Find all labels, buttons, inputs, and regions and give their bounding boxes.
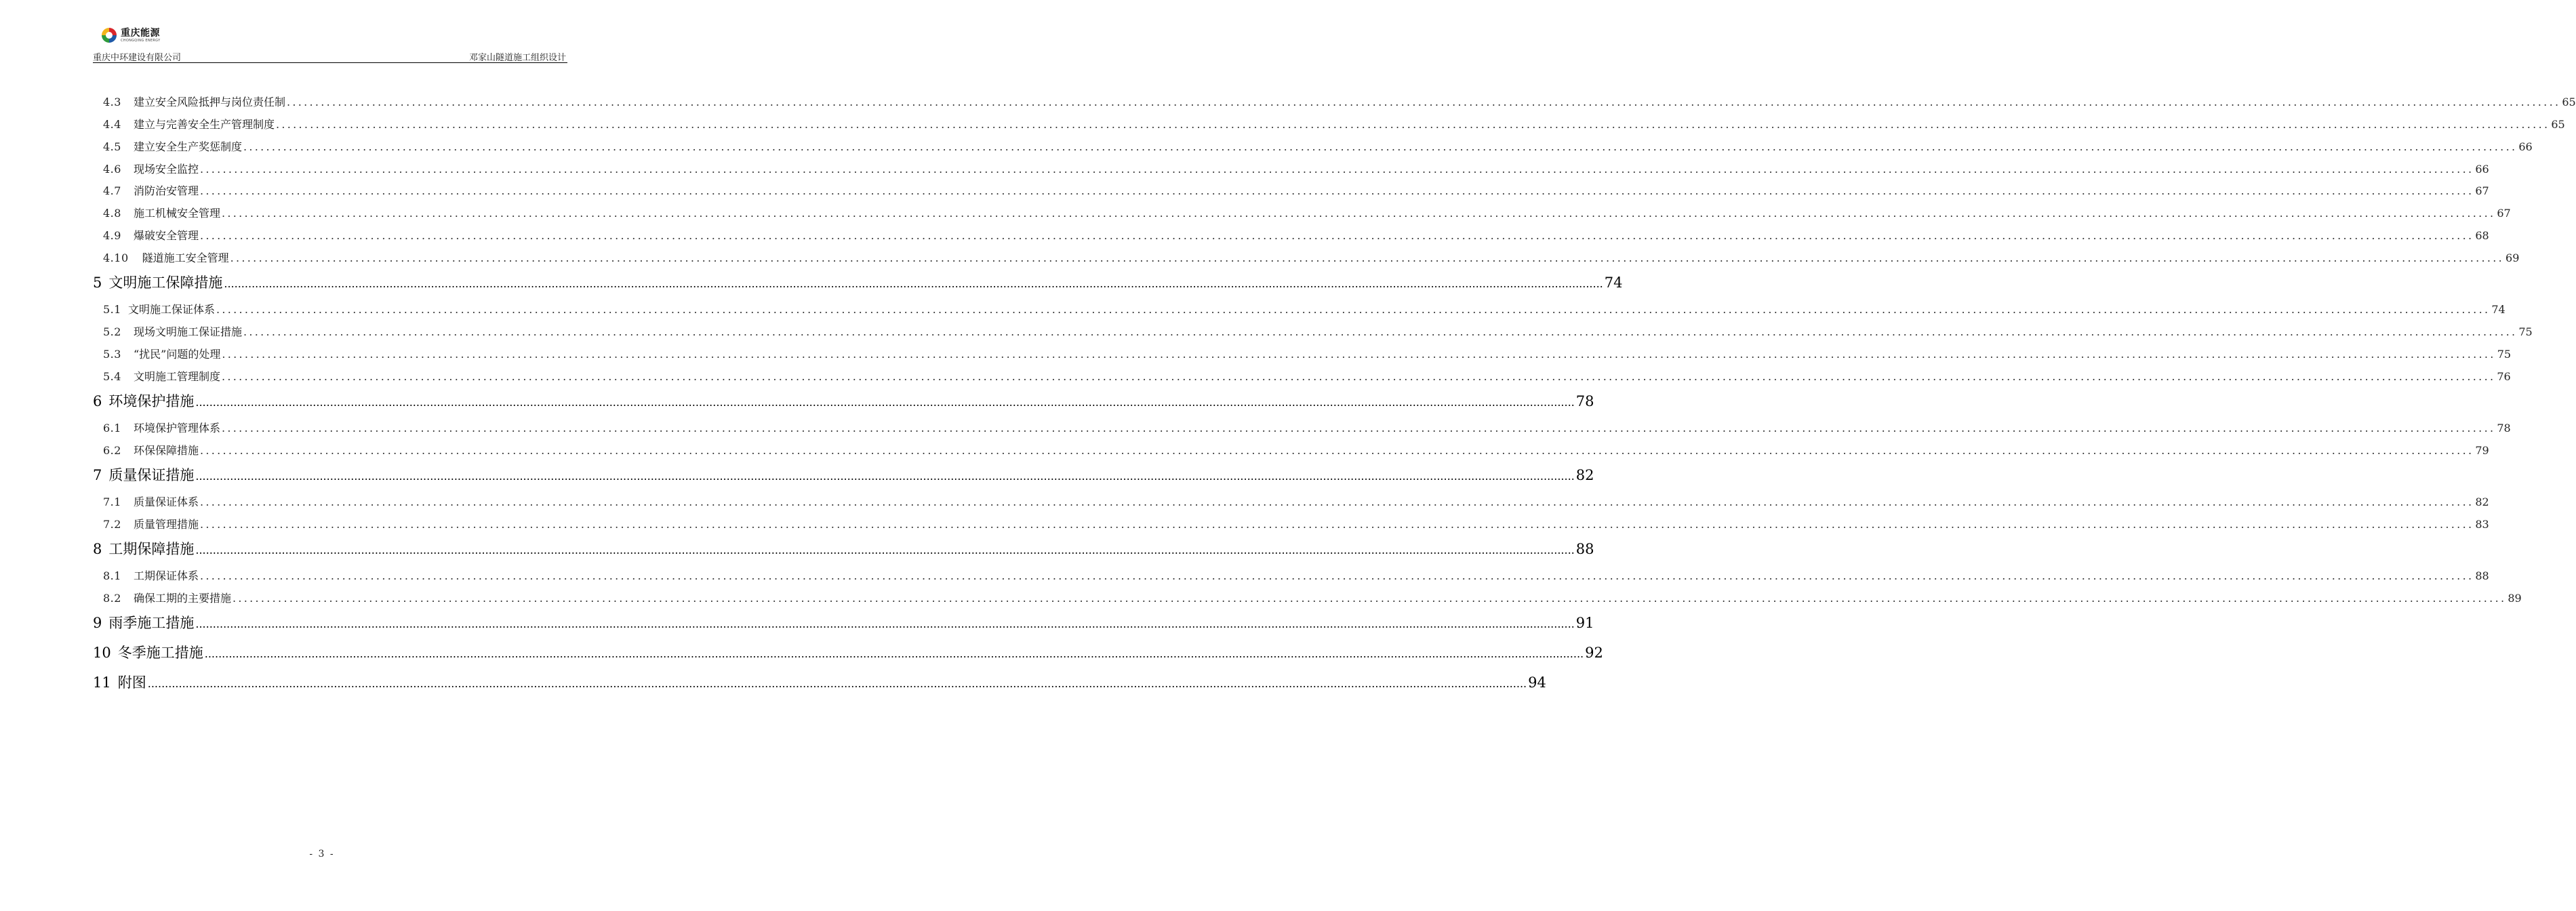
toc-entry-title: 建立与完善安全生产管理制度 (133, 118, 275, 131)
toc-entry-number: 5.2 (103, 325, 121, 338)
toc-leader-dots: ................................................................................................................................................................................................................................................................................................................................................................................................................ (195, 618, 1575, 630)
toc-leader-dots: ................................................................................................................................................................................................................................................................................................................................................................................................................ (275, 118, 2550, 131)
toc-entry-page: 65 (2551, 118, 2565, 131)
toc-entry-title: 冬季施工措施 (117, 645, 203, 661)
toc-leader-dots: ................................................................................................................................................................................................................................................................................................................................................................................................................ (199, 229, 2474, 242)
toc-entry-title: 现场文明施工保证措施 (133, 325, 242, 338)
toc-leader-dots: ................................................................................................................................................................................................................................................................................................................................................................................................................ (199, 184, 2474, 197)
toc-leader-dots: ................................................................................................................................................................................................................................................................................................................................................................................................................ (243, 140, 2518, 153)
toc-leader-dots: ................................................................................................................................................................................................................................................................................................................................................................................................................ (199, 444, 2474, 457)
toc-entry-number: 8.2 (103, 592, 121, 605)
toc-entry-number: 4.9 (103, 229, 121, 242)
toc-entry-title: 环境保护措施 (108, 393, 195, 409)
toc-entry[interactable] (103, 301, 2505, 317)
toc-entry-page: 78 (1575, 393, 1594, 409)
toc-entry-page: 94 (1528, 674, 1546, 691)
toc-leader-dots: ................................................................................................................................................................................................................................................................................................................................................................................................................ (216, 303, 2491, 316)
toc-entry[interactable] (103, 323, 2533, 339)
toc-entry-number: 8.1 (103, 569, 121, 582)
toc-entry-number: 4.3 (103, 96, 121, 108)
toc-entry-title: 隧道施工安全管理 (142, 251, 229, 264)
toc-entry[interactable] (93, 390, 1594, 411)
toc-entry[interactable] (103, 516, 2489, 531)
toc-entry-title: 文明施工保障措施 (108, 275, 223, 291)
toc-entry-number: 4.6 (103, 163, 121, 176)
header-document-title: 邓家山隧道施工组织设计 (468, 53, 566, 63)
toc-leader-dots: ................................................................................................................................................................................................................................................................................................................................................................................................................ (195, 544, 1575, 556)
toc-entry[interactable] (103, 420, 2511, 435)
toc-entry[interactable] (103, 493, 2489, 509)
toc-entry-number: 7.1 (103, 495, 121, 508)
toc-entry[interactable] (103, 567, 2489, 583)
toc-entry-title: 建立安全生产奖惩制度 (133, 140, 242, 153)
toc-entry-page: 74 (2491, 303, 2505, 316)
toc-entry-page: 92 (1585, 645, 1603, 661)
toc-entry-number: 6 (93, 393, 102, 409)
toc-entry[interactable] (93, 464, 1594, 485)
toc-entry-page: 75 (2518, 325, 2533, 338)
logo-mark-icon (100, 26, 118, 44)
toc-entry-number: 4.7 (103, 184, 121, 197)
toc-entry-page: 82 (2475, 495, 2489, 508)
toc-entry-number: 4.4 (103, 118, 121, 131)
toc-entry-page: 66 (2475, 163, 2489, 176)
toc-entry-number: 7.2 (103, 518, 121, 531)
toc-entry-number: 8 (93, 541, 102, 557)
toc-entry-number: 10 (93, 645, 111, 661)
toc-leader-dots: ................................................................................................................................................................................................................................................................................................................................................................................................................ (286, 96, 2561, 108)
toc-leader-dots: ................................................................................................................................................................................................................................................................................................................................................................................................................ (147, 677, 1527, 690)
toc-entry[interactable] (103, 94, 2576, 109)
toc-leader-dots: ................................................................................................................................................................................................................................................................................................................................................................................................................ (224, 277, 1603, 290)
toc-entry-page: 89 (2508, 592, 2522, 605)
toc-entry[interactable] (93, 642, 1603, 662)
toc-entry-page: 75 (2497, 348, 2512, 361)
toc-entry[interactable] (93, 272, 1623, 292)
toc-entry-title: 施工机械安全管理 (133, 207, 220, 220)
toc-entry-title: 工期保证体系 (133, 569, 199, 582)
toc-entry[interactable] (93, 612, 1594, 632)
toc-entry-number: 9 (93, 615, 102, 631)
toc-entry[interactable] (103, 346, 2512, 361)
toc-leader-dots: ................................................................................................................................................................................................................................................................................................................................................................................................................ (199, 163, 2474, 176)
toc-leader-dots: ................................................................................................................................................................................................................................................................................................................................................................................................................ (199, 569, 2474, 582)
toc-entry-title: 确保工期的主要措施 (133, 592, 231, 605)
toc-leader-dots: ................................................................................................................................................................................................................................................................................................................................................................................................................ (204, 647, 1584, 660)
toc-entry-page: 68 (2475, 229, 2489, 242)
toc-entry-title: 建立安全风险抵押与岗位责任制 (133, 96, 285, 108)
toc-leader-dots: ................................................................................................................................................................................................................................................................................................................................................................................................................ (221, 207, 2496, 220)
toc-entry-page: 76 (2497, 370, 2511, 383)
toc-leader-dots: ................................................................................................................................................................................................................................................................................................................................................................................................................ (232, 592, 2507, 605)
toc-leader-dots: ................................................................................................................................................................................................................................................................................................................................................................................................................ (221, 370, 2496, 383)
header-company: 重庆中环建设有限公司 (93, 53, 182, 63)
toc-entry-page: 67 (2497, 207, 2511, 220)
toc-entry-number: 7 (93, 467, 102, 483)
toc-entry[interactable] (103, 182, 2489, 198)
page-number: - 3 - (309, 849, 335, 859)
toc-leader-dots: ................................................................................................................................................................................................................................................................................................................................................................................................................ (222, 348, 2496, 361)
toc-leader-dots: ................................................................................................................................................................................................................................................................................................................................................................................................................ (199, 518, 2474, 531)
toc-entry[interactable] (103, 368, 2511, 384)
toc-entry-page: 83 (2475, 518, 2489, 531)
toc-entry[interactable] (103, 138, 2533, 154)
toc-entry-title: 现场安全监控 (133, 163, 199, 176)
toc-leader-dots: ................................................................................................................................................................................................................................................................................................................................................................................................................ (195, 470, 1575, 483)
toc-entry-page: 88 (1575, 541, 1594, 557)
toc-entry-title: 质量保证措施 (108, 467, 195, 483)
toc-entry-page: 78 (2497, 422, 2511, 434)
toc-entry-number: 4.10 (103, 251, 129, 264)
toc-entry-page: 65 (2562, 96, 2576, 108)
toc-entry-title: 环保保障措施 (133, 444, 199, 457)
toc-entry[interactable] (103, 161, 2489, 176)
toc-entry-page: 82 (1575, 467, 1594, 483)
toc-leader-dots: ................................................................................................................................................................................................................................................................................................................................................................................................................ (230, 251, 2505, 264)
toc-entry-title: 附图 (117, 674, 146, 691)
toc-entry[interactable] (103, 205, 2511, 220)
toc-entry-page: 79 (2475, 444, 2489, 457)
toc-entry-title: “扰民”问题的处理 (133, 348, 221, 361)
toc-entry[interactable] (103, 590, 2522, 605)
toc-entry-number: 4.5 (103, 140, 121, 153)
toc-entry-number: 5 (93, 275, 102, 291)
toc-entry-page: 88 (2475, 569, 2489, 582)
toc-entry[interactable] (103, 227, 2489, 243)
toc-entry-page: 91 (1575, 615, 1594, 631)
toc-entry-page: 66 (2518, 140, 2533, 153)
toc-entry[interactable] (103, 442, 2489, 458)
toc-leader-dots: ................................................................................................................................................................................................................................................................................................................................................................................................................ (199, 495, 2474, 508)
toc-leader-dots: ................................................................................................................................................................................................................................................................................................................................................................................................................ (221, 422, 2496, 434)
toc-entry-number: 5.4 (103, 370, 121, 383)
toc-entry-number: 6.1 (103, 422, 121, 434)
toc-entry-number: 11 (93, 674, 111, 691)
toc-entry-title: 文明施工保证体系 (127, 303, 215, 316)
toc-entry-page: 67 (2475, 184, 2489, 197)
company-logo (100, 26, 160, 45)
logo-name-en: CHONGQING ENERGY (121, 38, 161, 43)
toc-entry-title: 爆破安全管理 (133, 229, 199, 242)
toc-entry-number: 5.3 (103, 348, 121, 361)
logo-name-cn: 重庆能源 (121, 27, 160, 39)
toc-entry-title: 环境保护管理体系 (133, 422, 220, 434)
toc-entry[interactable] (103, 116, 2565, 131)
toc-entry-page: 69 (2505, 251, 2520, 264)
toc-entry-number: 4.8 (103, 207, 121, 220)
toc-leader-dots: ................................................................................................................................................................................................................................................................................................................................................................................................................ (195, 396, 1575, 409)
toc-entry[interactable] (93, 538, 1594, 559)
toc-entry-number: 6.2 (103, 444, 121, 457)
toc-entry[interactable] (103, 249, 2520, 265)
toc-entry-number: 5.1 (103, 303, 121, 316)
toc-entry-page: 74 (1604, 275, 1623, 291)
toc-entry-title: 工期保障措施 (108, 541, 195, 557)
toc-entry-title: 质量管理措施 (133, 518, 199, 531)
page-header (93, 50, 567, 63)
toc-entry[interactable] (93, 672, 1546, 692)
toc-entry-title: 消防治安管理 (133, 184, 199, 197)
toc-entry-title: 雨季施工措施 (108, 615, 195, 631)
toc-entry-title: 质量保证体系 (133, 495, 199, 508)
toc-leader-dots: ................................................................................................................................................................................................................................................................................................................................................................................................................ (243, 325, 2518, 338)
toc-entry-title: 文明施工管理制度 (133, 370, 220, 383)
